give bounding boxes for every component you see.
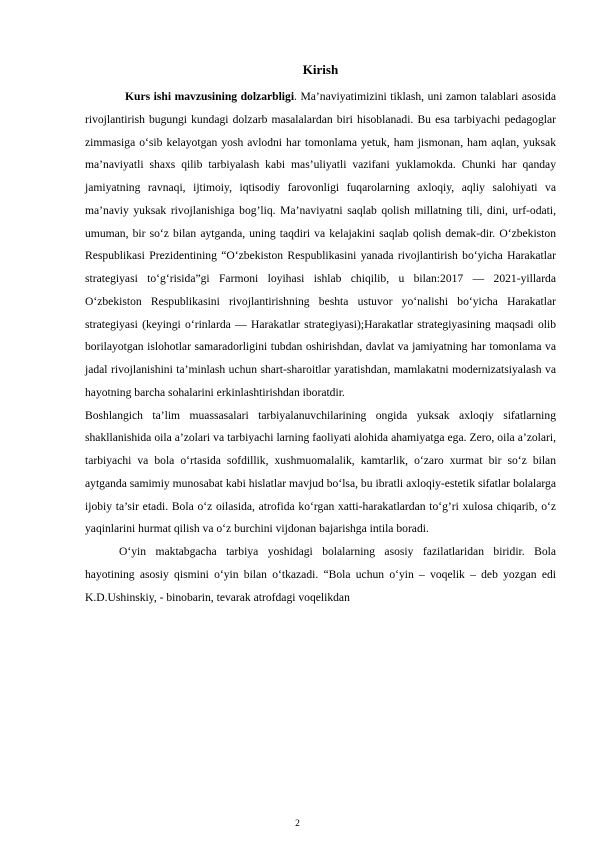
paragraph-relevance [85, 86, 556, 405]
page-number: 2 [295, 819, 300, 829]
page-title: Kirish [302, 62, 339, 77]
paragraph-text: O‘yin maktabgacha tarbiya yoshidagi bolalarning asosiy fazilatlaridan biridir. Bola hayotining asosiy qismini o‘yin bilan o‘tkazadi. “Bola uchun o‘yin – voqelik – deb yozgan edi K.D.Ushinskiy, - binobarin, tevarak atrofdagi voqelikdan [85, 545, 556, 604]
paragraph-lead: Kurs ishi mavzusining dolzarbligi [125, 90, 295, 103]
paragraph-play [85, 541, 556, 609]
paragraph-text: . Ma’naviyatimizini tiklash, uni zamon talablari asosida rivojlantirish bugungi kundagi dolzarb masalalardan biri hisoblanadi. Bu esa tarbiyachi pedagoglar zimmasiga o‘sib kelayotgan yosh avlodni har tomonlama yetuk, ham jismonan, ham aqlan, yuksak ma’naviyatli shaxs qilib tarbiyalash kabi mas’uliyatli vazifani yuklamokda. Chunki har qanday jamiyatning ravnaqi, ijtimoiy, iqtisodiy farovonligi fuqarolarning axloqiy, aqliy salohiyati va ma’naviy yuksak rivojlanishiga bog’liq. Ma’naviyatni saqlab qolish millatning tili, dini, urf-odati, umuman, bir so‘z bilan aytganda, uning taqdiri va kelajakini saqlab qolish demak-dir. O‘zbekiston Respublikasi Prezidentining “O‘zbekiston Respublikasini yanada rivojlantirish bo‘yicha Harakatlar strategiyasi to‘g‘risida”gi Farmoni loyihasi ishlab chiqilib, u bilan:2017 — 2021-yillarda O‘zbekiston Respublikasini rivojlantirishning beshta ustuvor yo‘nalishi bo‘yicha Harakatlar strategiyasi (keyingi o‘rinlarda — Harakatlar strategiyasi);Harakatlar strategiyasining maqsadi olib borilayotgan islohotlar samaradorligini tubdan oshirishdan, davlat va jamiyatning har tomonlama va jadal rivojlanishini ta’minlash uchun shart-sharoitlar yaratishdan, mamlakatni modernizatsiyalash va hayotning barcha sohalarini erkinlashtirishdan iboratdir. [85, 90, 556, 399]
paragraph-text: Boshlangich ta’lim muassasalari tarbiyalanuvchilarining ongida yuksak axloqiy sifatlarning shakllanishida oila a’zolari va tarbiyachi larning faoliyati alohida ahamiyatga ega. Zero, oila a’zolari, tarbiyachi va bola o‘rtasida sofdillik, xushmuomalalik, kamtarlik, o‘zaro xurmat bir so‘z bilan aytganda samimiy munosabat kabi hislatlar mavjud bo‘lsa, bu ibratli axloqiy-estetik sifatlar bolalarga ijobiy ta’sir etadi. Bola o‘z oilasida, atrofida ko‘rgan xatti-harakatlardan to‘g’ri xulosa chiqarib, o‘z yaqinlarini hurmat qilish va o‘z burchini vijdonan bajarishga intila boradi. [85, 408, 556, 536]
document-page [85, 62, 556, 609]
paragraph-primary-education [85, 405, 556, 542]
